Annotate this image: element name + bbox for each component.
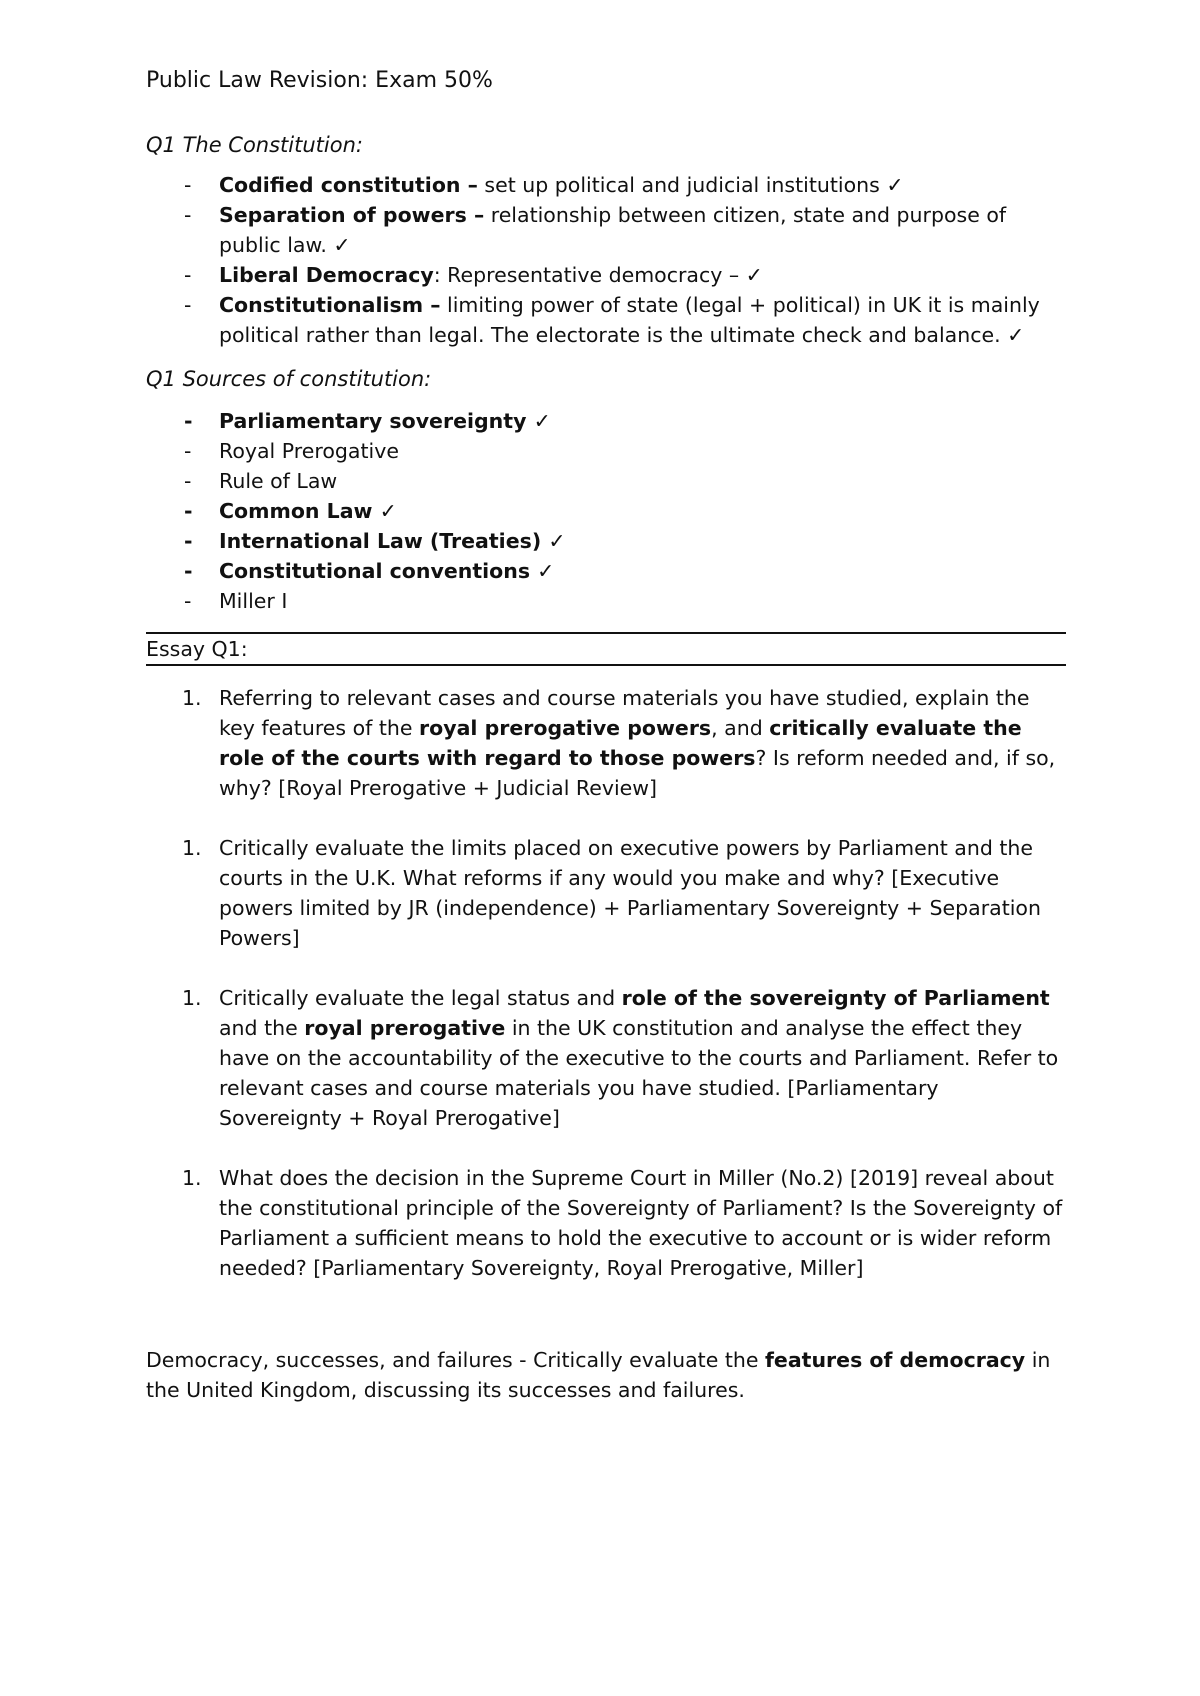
- essay-question: 1. Critically evaluate the limits placed on executive powers by Parliament and the courts in the U.K. What reforms if any would you make and why? [Executive powers limited by JR (independence) + Parliamentary Sovereignty + Separation Powers]: [146, 833, 1066, 953]
- question-number: 1.: [182, 1166, 202, 1190]
- list-item-text: relationship between citizen, state and purpose of public law. ✓: [219, 203, 1007, 257]
- constitution-list: [146, 170, 1066, 350]
- document-body: [146, 64, 1066, 1405]
- list-item: - Liberal Democracy: Representative democracy – ✓: [184, 263, 763, 287]
- list-item-text: set up political and judicial institutions ✓: [477, 173, 904, 197]
- list-item: - Parliamentary sovereignty ✓: [184, 409, 551, 433]
- list-item: - Constitutional conventions ✓: [184, 559, 555, 583]
- list-item-term: Liberal Democracy: [219, 263, 434, 287]
- list-item-term: Constitutionalism –: [219, 293, 441, 317]
- list-item-label: Common Law ✓: [219, 499, 397, 523]
- section-heading-sources: Q1 Sources of constitution:: [146, 367, 432, 391]
- list-item-text: limiting power of state (legal + political) in UK it is mainly political rather than legal. The electorate is the ultimate check and balance. ✓: [219, 293, 1040, 347]
- list-item-label: Parliamentary sovereignty ✓: [219, 409, 551, 433]
- list-item: - Codified constitution – set up political and judicial institutions ✓: [184, 173, 904, 197]
- list-item-label: Royal Prerogative: [219, 439, 399, 463]
- list-item: - Royal Prerogative: [184, 439, 399, 463]
- sources-list: [146, 406, 1066, 616]
- list-item-term: Codified constitution –: [219, 173, 478, 197]
- list-item: - Miller I: [184, 589, 288, 613]
- list-item-term: Separation of powers –: [219, 203, 485, 227]
- list-item-label: Rule of Law: [219, 469, 338, 493]
- question-number: 1.: [182, 836, 202, 860]
- list-item: - Rule of Law: [184, 469, 338, 493]
- essay-question: 1. What does the decision in the Supreme Court in Miller (No.2) [2019] reveal about the constitutional principle of the Sovereignty of Parliament? Is the Sovereignty of Parliament a sufficient means to hold the executive to account or is wider reform needed? [Parliamentary Sovereignty, Royal Prerogative, Miller]: [146, 1163, 1066, 1283]
- list-item: - Common Law ✓: [184, 499, 397, 523]
- essay-heading: Essay Q1:: [146, 637, 248, 661]
- list-item-label: Miller I: [219, 589, 288, 613]
- list-item-label: Constitutional conventions ✓: [219, 559, 555, 583]
- question-number: 1.: [182, 686, 202, 710]
- question-number: 1.: [182, 986, 202, 1010]
- list-item-text: : Representative democracy – ✓: [433, 263, 763, 287]
- divider-bottom: [146, 664, 1066, 666]
- section-heading-constitution: Q1 The Constitution:: [146, 133, 363, 157]
- essay-question: 1. Referring to relevant cases and course materials you have studied, explain the key features of the royal prerogative powers, and critically evaluate the role of the courts with regard to those powers? Is reform needed and, if so, why? [Royal Prerogative + Judicial Review]: [146, 683, 1066, 803]
- list-item: - Constitutionalism – limiting power of state (legal + political) in UK it is mainly political rather than legal. The electorate is the ultimate check and balance. ✓: [184, 293, 1040, 347]
- democracy-question: Democracy, successes, and failures - Critically evaluate the features of democracy in the United Kingdom, discussing its successes and failures.: [146, 1348, 1051, 1402]
- list-item: - Separation of powers – relationship between citizen, state and purpose of public law. ✓: [184, 203, 1007, 257]
- page-title: Public Law Revision: Exam 50%: [146, 68, 493, 93]
- list-item-label: International Law (Treaties) ✓: [219, 529, 566, 553]
- essay-question: 1. Critically evaluate the legal status and role of the sovereignty of Parliament and the royal prerogative in the UK constitution and analyse the effect they have on the accountability of the executive to the courts and Parliament. Refer to relevant cases and course materials you have studied. [Parliamentary Sovereignty + Royal Prerogative]: [146, 983, 1066, 1133]
- essay-question-list: [146, 683, 1066, 1283]
- list-item: - International Law (Treaties) ✓: [184, 529, 566, 553]
